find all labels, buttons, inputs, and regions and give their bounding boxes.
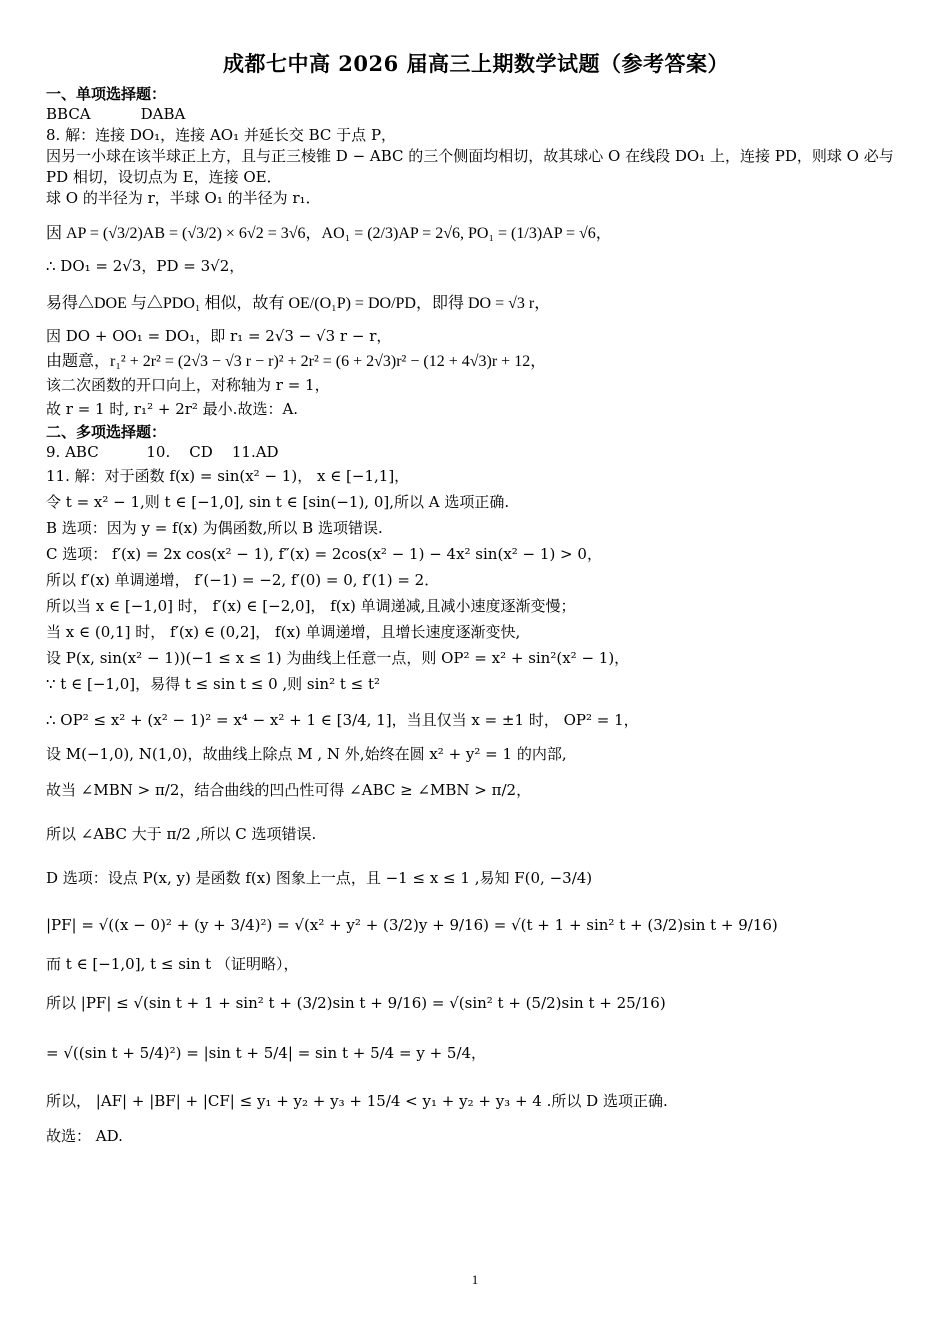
q11-line: 设 M(−1,0), N(1,0)，故曲线上除点 M , N 外,始终在圆 x² + y² = 1 的内部, (46, 745, 567, 763)
q8-line: 由题意，r₁² + 2r² = (2√3 − √3 r − r)² + 2r² = (6 + 2√3)r² − (12 + 4√3)r + 12， (46, 353, 547, 370)
answers-5-8: DABA (140, 105, 186, 123)
q11-solution (46, 463, 906, 1149)
section-1-answers (46, 104, 906, 125)
q8-line: ∴ DO₁ = 2√3，PD = 3√2， (46, 257, 245, 275)
q11-line: 11. 解：对于函数 f(x) = sin(x² − 1)， x ∈ [−1,1]， (46, 467, 410, 485)
q8-line: 故 r = 1 时, r₁² + 2r² 最小.故选：A. (46, 400, 299, 418)
q11-line: 故选： AD. (46, 1127, 123, 1145)
q11-line: 所以当 x ∈ [−1,0] 时， f′(x) ∈ [−2,0]， f(x) 单调递减,且减小速度逐渐变慢； (46, 597, 576, 615)
q8-solution (46, 125, 906, 422)
q11-line: 而 t ∈ [−1,0], t ≤ sin t （证明略）， (46, 955, 299, 973)
q11-line: ∴ OP² ≤ x² + (x² − 1)² = x⁴ − x² + 1 ∈ [3/4, 1]，当且仅当 x = ±1 时， OP² = 1， (46, 710, 639, 729)
q11-line: 所以 f′(x) 单调递增， f′(−1) = −2, f′(0) = 0, f′(1) = 2． (46, 571, 440, 589)
answers-1-4: BBCA (46, 105, 91, 123)
page-title: 成都七中高 2026 届高三上期数学试题（参考答案） (222, 51, 730, 76)
q11-line: B 选项：因为 y = f(x) 为偶函数,所以 B 选项错误. (46, 519, 383, 537)
q8-line: 因另一小球在该半球正上方，且与正三棱锥 D − ABC 的三个侧面均相切，故其球心 O 在线段 DO₁ 上，连接 PD，则球 O 必与 PD 相切，设切点为 E，连接 OE． (46, 147, 894, 186)
section-2-heading: 二、多项选择题： (46, 423, 167, 441)
q11-line: 所以， |AF| + |BF| + |CF| ≤ y₁ + y₂ + y₃ + 15/4 < y₁ + y₂ + y₃ + 4 .所以 D 选项正确. (46, 1091, 668, 1110)
section-1-heading: 一、单项选择题： (46, 85, 167, 103)
q11-line: D 选项：设点 P(x, y) 是函数 f(x) 图象上一点，且 −1 ≤ x ≤ 1 ,易知 F(0, −3/4) (46, 868, 593, 887)
q11-line: ∵ t ∈ [−1,0]，易得 t ≤ sin t ≤ 0 ,则 sin² t ≤ t² (46, 675, 381, 693)
q11-line: C 选项： f′(x) = 2x cos(x² − 1), f″(x) = 2cos(x² − 1) − 4x² sin(x² − 1) > 0， (46, 545, 602, 563)
q8-line: 易得△DOE 与△PDO₁ 相似，故有 OE/(O₁P) = DO/PD，即得 DO = √3 r， (46, 294, 551, 312)
section-2-answers: 9. ABC 10. CD 11.AD (46, 443, 279, 461)
page-number: 1 (471, 1272, 479, 1287)
q11-line: 令 t = x² − 1,则 t ∈ [−1,0], sin t ∈ [sin(−1), 0],所以 A 选项正确. (46, 493, 510, 511)
q8-line: 球 O 的半径为 r，半球 O₁ 的半径为 r₁． (46, 189, 321, 207)
q8-line: 因 DO + OO₁ = DO₁，即 r₁ = 2√3 − √3 r − r， (46, 327, 392, 345)
q11-line: 故当 ∠MBN > π/2，结合曲线的凹凸性可得 ∠ABC ≥ ∠MBN > π/2， (46, 780, 532, 799)
q11-line: 当 x ∈ (0,1] 时， f′(x) ∈ (0,2]， f(x) 单调递增，且增长速度逐渐变快, (46, 623, 521, 641)
q11-line: 所以 |PF| ≤ √(sin t + 1 + sin² t + (3/2)sin t + 9/16) = √(sin² t + (5/2)sin t + 25/16) (46, 993, 666, 1012)
q8-line: 该二次函数的开口向上，对称轴为 r = 1， (46, 376, 330, 394)
q11-line: = √((sin t + 5/4)²) = |sin t + 5/4| = sin t + 5/4 = y + 5/4， (46, 1043, 487, 1062)
q11-line: |PF| = √((x − 0)² + (y + 3/4)²) = √(x² + y² + (3/2)y + 9/16) = √(t + 1 + sin² t + (3/2)sin t + 9/16) (46, 916, 778, 934)
q8-line: 8. 解：连接 DO₁，连接 AO₁ 并延长交 BC 于点 P， (46, 126, 397, 144)
q11-line: 设 P(x, sin(x² − 1))(−1 ≤ x ≤ 1) 为曲线上任意一点，则 OP² = x² + sin²(x² − 1)， (46, 649, 630, 667)
q8-line: 因 AP = (√3/2)AB = (√3/2) × 6√2 = 3√6，AO₁ = (2/3)AP = 2√6, PO₁ = (1/3)AP = √6， (46, 224, 612, 242)
q11-line: 所以 ∠ABC 大于 π/2 ,所以 C 选项错误. (46, 824, 317, 843)
